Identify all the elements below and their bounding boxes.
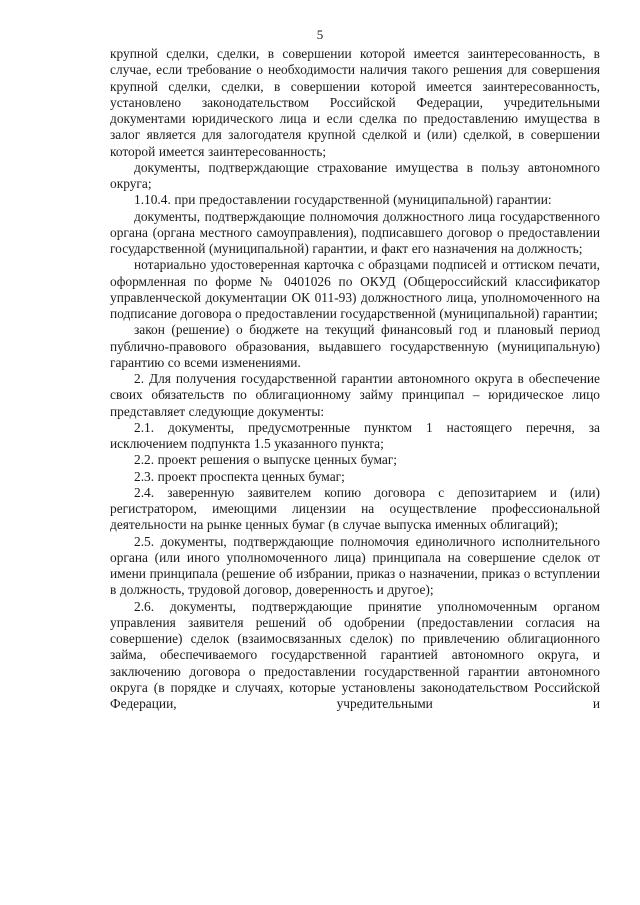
paragraph-2-4: 2.4. заверенную заявителем копию договора с депозитарием и (или) регистратором, имеющими лицензии на осуществление профессиональной деятельности на рынке ценных бумаг (в случае выпуска именных облигаций); xyxy=(110,484,600,533)
paragraph-section-2: 2. Для получения государственной гарантии автономного округа в обеспечение своих обязательств по облигационному займу принципал – юридическое лицо представляет следующие документы: xyxy=(110,371,600,419)
paragraph-collateral-approval: крупной сделки, сделки, в совершении которой имеется заинтересованность, в случае, если требование о необходимости наличия такого решения для совершения крупной сделки, сделки, в совершении которой имеется заинтересованность, установлено законодательством Российской Федерации, учредительными документами юридического лица и если сделка по предоставлению имущества в залог является для залогодателя крупной сделкой и (или) сделкой, в совершении которой имеется заинтересованность; xyxy=(110,46,600,159)
paragraph-2-1: 2.1. документы, предусмотренные пунктом 1 настоящего перечня, за исключением подпункта 1.5 указанного пункта; xyxy=(110,419,600,451)
paragraph-signature-card: нотариально удостоверенная карточка с образцами подписей и оттиском печати, оформленная по форме № 0401026 по ОКУД (Общероссийский классификатор управленческой документации ОК 011-93) должностного лица, уполномоченного на подписание договора о предоставлении государственной (муниципальной) гарантии; xyxy=(110,257,600,321)
page-number: 5 xyxy=(316,27,324,42)
paragraph-2-3: 2.3. проект проспекта ценных бумаг; xyxy=(134,468,345,484)
paragraph-2-6: 2.6. документы, подтверждающие принятие уполномоченным органом управления заявителя решений об одобрении (предоставлении согласия на совершение) сделок (взаимосвязанных сделок) по привлечению облигационного займа, обеспечиваемого государственной гарантией автономного округа, и заключению договора о предоставлении государственной гарантии автономного округа (в порядке и случаях, которые установлены законодательством Российской Федерации, учредительными и xyxy=(110,598,600,711)
paragraph-1-10-4: 1.10.4. при предоставлении государственной (муниципальной) гарантии: xyxy=(134,192,552,208)
paragraph-2-2: 2.2. проект решения о выпуске ценных бумаг; xyxy=(134,452,398,468)
paragraph-2-5: 2.5. документы, подтверждающие полномочия единоличного исполнительного органа (или иного уполномоченного лица) принципала на совершение сделок от имени принципала (решение об избрании, приказ о назначении, приказ о вступлении в должность, трудовой договор, доверенность и другое); xyxy=(110,533,600,598)
paragraph-budget-law: закон (решение) о бюджете на текущий финансовый год и плановый период публично-правового образования, выдавшего государственную (муниципальную) гарантию со всеми изменениями. xyxy=(110,322,600,370)
document-body xyxy=(110,46,600,712)
paragraph-official-authority: документы, подтверждающие полномочия должностного лица государственного органа (органа местного самоуправления), подписавшего договор о предоставлении государственной (муниципальной) гарантии, и факт его назначения на должность; xyxy=(110,208,600,256)
paragraph-insurance-documents: документы, подтверждающие страхование имущества в пользу автономного округа; xyxy=(110,159,600,191)
